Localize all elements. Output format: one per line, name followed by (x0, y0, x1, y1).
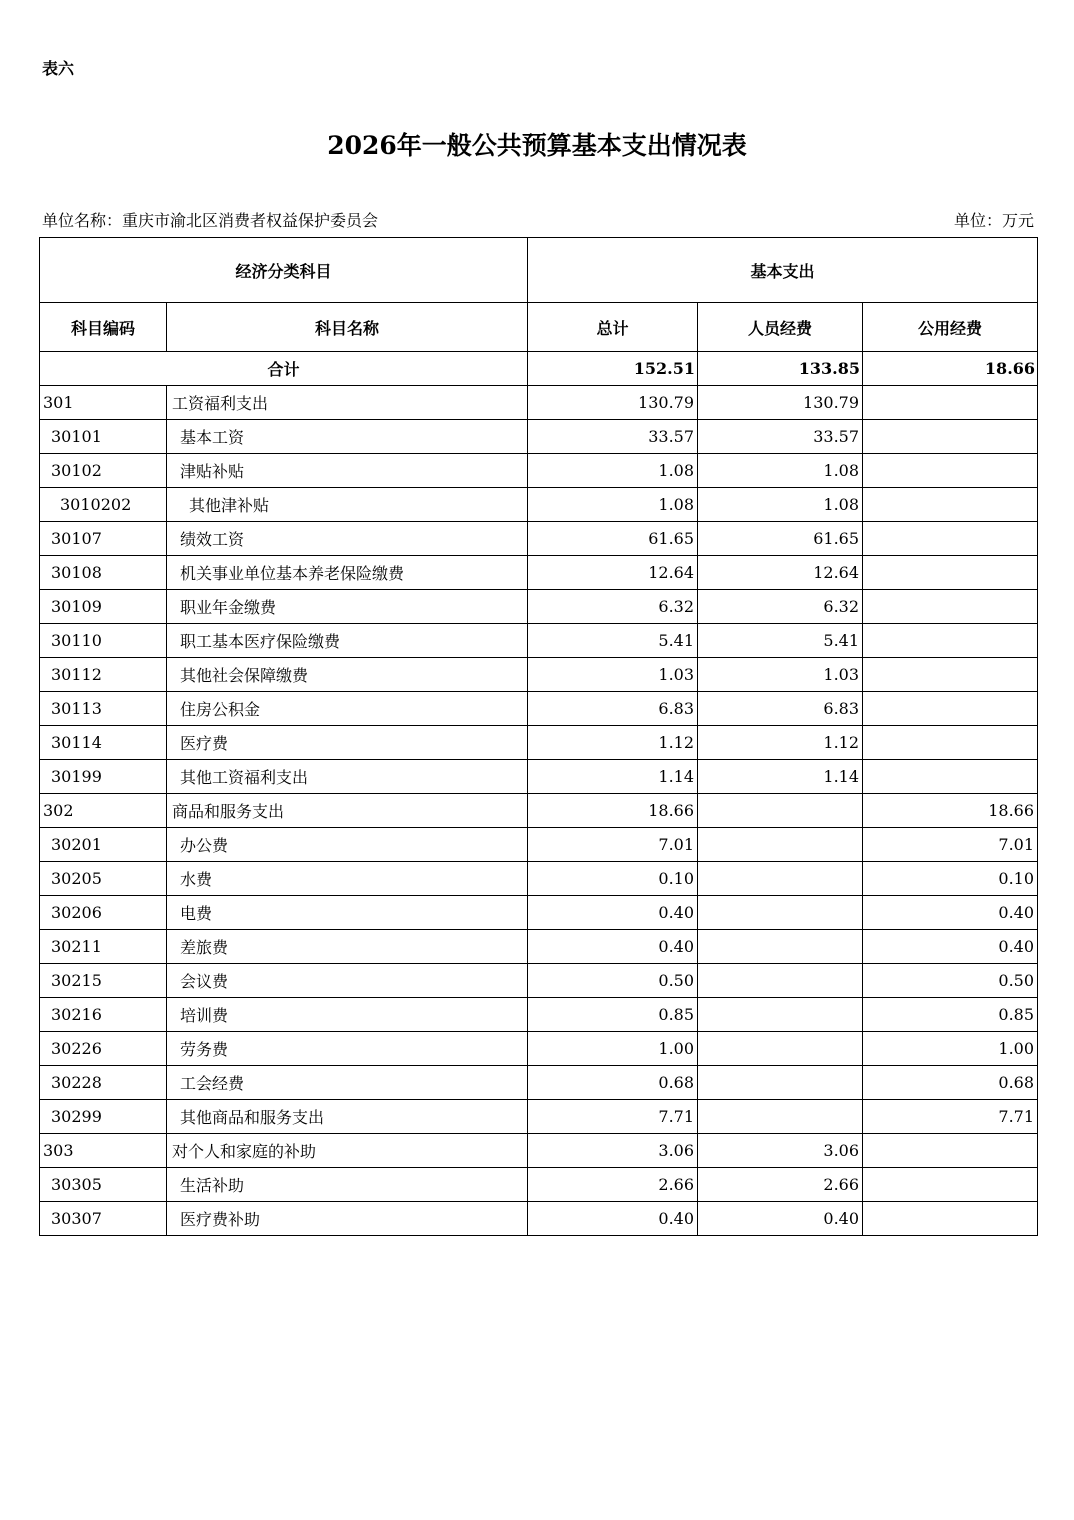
row-total: 1.08 (528, 488, 698, 522)
row-personnel: 5.41 (698, 624, 863, 658)
row-total: 0.40 (528, 930, 698, 964)
unit-name: 单位名称：重庆市渝北区消费者权益保护委员会 (42, 211, 379, 230)
row-name: 其他商品和服务支出 (167, 1100, 528, 1134)
row-name: 医疗费 (167, 726, 528, 760)
header-row-1 (40, 238, 1038, 303)
row-public (863, 454, 1038, 488)
row-name: 其他津补贴 (167, 488, 528, 522)
row-personnel (698, 1100, 863, 1134)
row-public (863, 726, 1038, 760)
table-row (40, 1100, 1038, 1134)
row-public: 7.71 (863, 1100, 1038, 1134)
row-code: 30205 (40, 862, 167, 896)
header-row-2 (40, 303, 1038, 352)
row-personnel (698, 964, 863, 998)
row-code: 30101 (40, 420, 167, 454)
row-total: 130.79 (528, 386, 698, 420)
row-name: 工资福利支出 (167, 386, 528, 420)
row-name: 工会经费 (167, 1066, 528, 1100)
row-code: 30307 (40, 1202, 167, 1236)
row-code: 30108 (40, 556, 167, 590)
table-row (40, 590, 1038, 624)
table-row (40, 692, 1038, 726)
row-personnel: 12.64 (698, 556, 863, 590)
row-name: 商品和服务支出 (167, 794, 528, 828)
row-personnel (698, 1032, 863, 1066)
row-personnel: 2.66 (698, 1168, 863, 1202)
row-total: 1.12 (528, 726, 698, 760)
row-code: 30206 (40, 896, 167, 930)
row-total: 6.32 (528, 590, 698, 624)
row-total: 0.50 (528, 964, 698, 998)
table-row (40, 726, 1038, 760)
row-name: 办公费 (167, 828, 528, 862)
row-public: 0.40 (863, 930, 1038, 964)
econ-class-header: 经济分类科目 (40, 238, 528, 303)
row-public (863, 692, 1038, 726)
table-label: 表六 (42, 59, 75, 78)
row-code: 30299 (40, 1100, 167, 1134)
row-public (863, 556, 1038, 590)
row-total: 5.41 (528, 624, 698, 658)
row-code: 30216 (40, 998, 167, 1032)
row-personnel: 1.08 (698, 454, 863, 488)
table-row (40, 522, 1038, 556)
row-total: 12.64 (528, 556, 698, 590)
row-personnel (698, 998, 863, 1032)
row-total: 0.10 (528, 862, 698, 896)
row-public (863, 1202, 1038, 1236)
row-public: 0.10 (863, 862, 1038, 896)
row-code: 30112 (40, 658, 167, 692)
budget-table (39, 237, 1038, 1236)
table-row (40, 1202, 1038, 1236)
row-public (863, 420, 1038, 454)
row-public (863, 386, 1038, 420)
row-personnel: 33.57 (698, 420, 863, 454)
table-row (40, 896, 1038, 930)
row-personnel: 61.65 (698, 522, 863, 556)
row-name: 生活补助 (167, 1168, 528, 1202)
table-row (40, 1134, 1038, 1168)
totals-row (40, 352, 1038, 386)
row-total: 1.03 (528, 658, 698, 692)
row-total: 33.57 (528, 420, 698, 454)
row-name: 基本工资 (167, 420, 528, 454)
row-total: 0.40 (528, 896, 698, 930)
row-total: 1.14 (528, 760, 698, 794)
row-total: 2.66 (528, 1168, 698, 1202)
row-name: 培训费 (167, 998, 528, 1032)
row-personnel: 1.14 (698, 760, 863, 794)
row-name: 医疗费补助 (167, 1202, 528, 1236)
table-row (40, 658, 1038, 692)
row-total: 6.83 (528, 692, 698, 726)
row-personnel (698, 896, 863, 930)
row-name: 差旅费 (167, 930, 528, 964)
table-row (40, 556, 1038, 590)
totals-total: 152.51 (528, 352, 698, 386)
row-public: 18.66 (863, 794, 1038, 828)
row-code: 30199 (40, 760, 167, 794)
row-public (863, 488, 1038, 522)
row-name: 其他工资福利支出 (167, 760, 528, 794)
row-total: 7.01 (528, 828, 698, 862)
row-personnel (698, 930, 863, 964)
table-row (40, 794, 1038, 828)
totals-personnel: 133.85 (698, 352, 863, 386)
row-total: 0.40 (528, 1202, 698, 1236)
row-personnel: 3.06 (698, 1134, 863, 1168)
table-row (40, 454, 1038, 488)
row-code: 302 (40, 794, 167, 828)
row-personnel: 6.83 (698, 692, 863, 726)
row-code: 30113 (40, 692, 167, 726)
row-code: 30107 (40, 522, 167, 556)
row-personnel: 1.12 (698, 726, 863, 760)
basic-expense-header: 基本支出 (528, 238, 1038, 303)
row-code: 30228 (40, 1066, 167, 1100)
row-name: 电费 (167, 896, 528, 930)
row-public (863, 1168, 1038, 1202)
row-total: 3.06 (528, 1134, 698, 1168)
table-row (40, 964, 1038, 998)
totals-public: 18.66 (863, 352, 1038, 386)
row-name: 水费 (167, 862, 528, 896)
row-personnel (698, 794, 863, 828)
table-row (40, 828, 1038, 862)
row-public (863, 658, 1038, 692)
row-personnel (698, 1066, 863, 1100)
row-code: 303 (40, 1134, 167, 1168)
row-total: 18.66 (528, 794, 698, 828)
code-header: 科目编码 (40, 303, 167, 352)
row-name: 职业年金缴费 (167, 590, 528, 624)
totals-label: 合计 (40, 352, 528, 386)
public-header: 公用经费 (863, 303, 1038, 352)
row-personnel (698, 828, 863, 862)
table-row (40, 1066, 1038, 1100)
row-personnel: 0.40 (698, 1202, 863, 1236)
name-header: 科目名称 (167, 303, 528, 352)
row-code: 30110 (40, 624, 167, 658)
row-personnel: 1.03 (698, 658, 863, 692)
row-total: 1.00 (528, 1032, 698, 1066)
row-total: 7.71 (528, 1100, 698, 1134)
row-name: 对个人和家庭的补助 (167, 1134, 528, 1168)
row-name: 劳务费 (167, 1032, 528, 1066)
row-name: 津贴补贴 (167, 454, 528, 488)
table-row (40, 930, 1038, 964)
row-public: 1.00 (863, 1032, 1038, 1066)
page-title: 2026年一般公共预算基本支出情况表 (327, 131, 747, 160)
total-header: 总计 (528, 303, 698, 352)
row-public (863, 624, 1038, 658)
row-code: 30109 (40, 590, 167, 624)
row-public (863, 522, 1038, 556)
table-row (40, 488, 1038, 522)
row-code: 30226 (40, 1032, 167, 1066)
row-name: 职工基本医疗保险缴费 (167, 624, 528, 658)
table-row (40, 624, 1038, 658)
table-row (40, 386, 1038, 420)
row-name: 其他社会保障缴费 (167, 658, 528, 692)
row-public: 0.68 (863, 1066, 1038, 1100)
row-public: 0.40 (863, 896, 1038, 930)
row-public (863, 590, 1038, 624)
row-public (863, 760, 1038, 794)
table-row (40, 420, 1038, 454)
currency-unit: 单位：万元 (953, 211, 1034, 230)
row-name: 机关事业单位基本养老保险缴费 (167, 556, 528, 590)
row-code: 30305 (40, 1168, 167, 1202)
row-name: 住房公积金 (167, 692, 528, 726)
personnel-header: 人员经费 (698, 303, 863, 352)
row-public: 7.01 (863, 828, 1038, 862)
row-code: 30114 (40, 726, 167, 760)
row-code: 30215 (40, 964, 167, 998)
row-personnel: 1.08 (698, 488, 863, 522)
row-total: 0.85 (528, 998, 698, 1032)
table-row (40, 1032, 1038, 1066)
row-code: 30211 (40, 930, 167, 964)
row-public (863, 1134, 1038, 1168)
row-code: 301 (40, 386, 167, 420)
row-total: 1.08 (528, 454, 698, 488)
row-personnel: 6.32 (698, 590, 863, 624)
table-row (40, 862, 1038, 896)
row-personnel (698, 862, 863, 896)
row-name: 会议费 (167, 964, 528, 998)
table-row (40, 1168, 1038, 1202)
row-code: 30201 (40, 828, 167, 862)
row-public: 0.50 (863, 964, 1038, 998)
row-code: 3010202 (40, 488, 167, 522)
row-total: 0.68 (528, 1066, 698, 1100)
row-public: 0.85 (863, 998, 1038, 1032)
row-total: 61.65 (528, 522, 698, 556)
table-row (40, 760, 1038, 794)
table-row (40, 998, 1038, 1032)
row-code: 30102 (40, 454, 167, 488)
row-name: 绩效工资 (167, 522, 528, 556)
row-personnel: 130.79 (698, 386, 863, 420)
